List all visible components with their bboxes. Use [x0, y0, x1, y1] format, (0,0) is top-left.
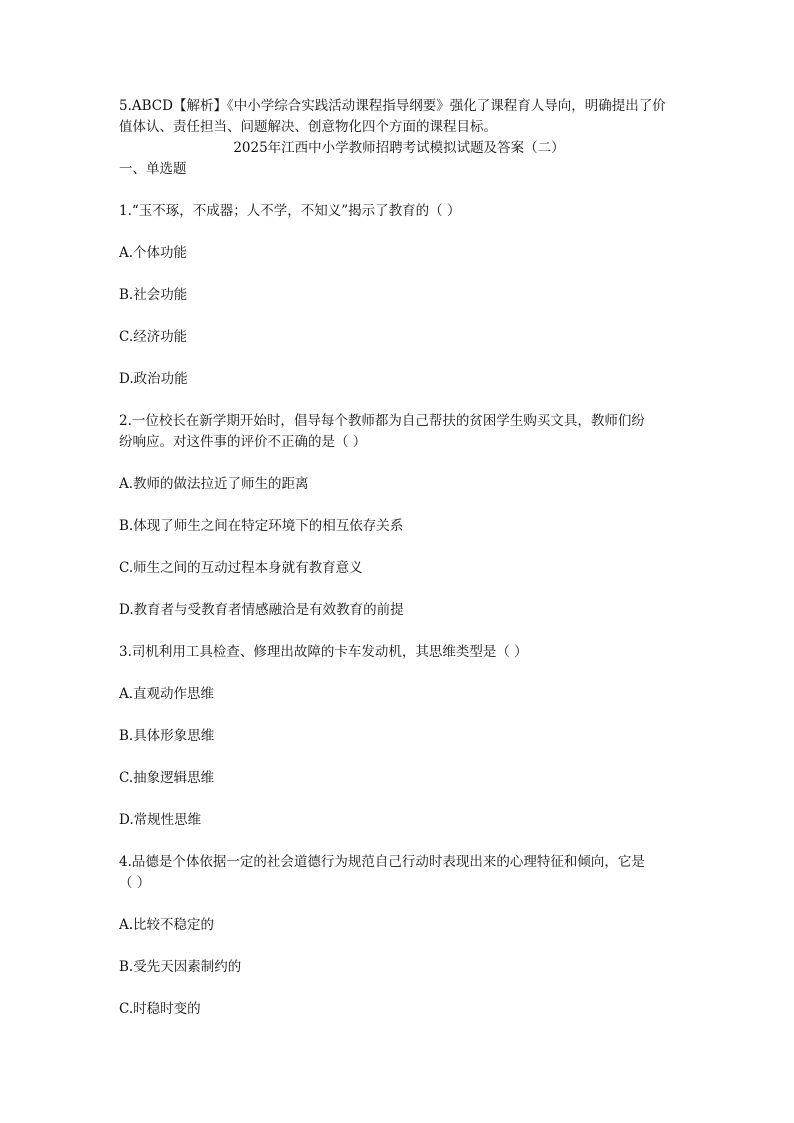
- intro-answer: [119, 96, 679, 138]
- option-c: C.时稳时变的: [119, 1001, 201, 1017]
- option-b: B.具体形象思维: [119, 728, 215, 744]
- option-c: C.经济功能: [119, 329, 188, 345]
- option-b: B.社会功能: [119, 287, 188, 303]
- question-stem: 4.品德是个体依据一定的社会道德行为规范自己行动时表现出来的心理特征和倾向，它是: [119, 854, 645, 870]
- option-a: A.比较不稳定的: [119, 917, 215, 933]
- option-c: C.抽象逻辑思维: [119, 770, 215, 786]
- question-stem: 2.一位校长在新学期开始时，倡导每个教师都为自己帮扶的贫困学生购买文具，教师们纷: [119, 413, 645, 429]
- question-1: [119, 201, 679, 390]
- question-4: [119, 852, 679, 1020]
- option-d: D.教育者与受教育者情感融洽是有效教育的前提: [119, 602, 404, 618]
- option-d: D.政治功能: [119, 371, 188, 387]
- question-stem: 3.司机利用工具检查、修理出故障的卡车发动机，其思维类型是（ ）: [119, 644, 528, 660]
- question-2: [119, 411, 679, 621]
- option-d: D.常规性思维: [119, 812, 202, 828]
- section-title: 一、单选题: [119, 161, 187, 177]
- option-b: B.体现了师生之间在特定环境下的相互依存关系: [119, 518, 404, 534]
- document-title: 2025年江西中小学教师招聘考试模拟试题及答案（二）: [233, 140, 565, 156]
- option-a: A.个体功能: [119, 245, 188, 261]
- question-stem: （ ）: [119, 875, 151, 891]
- question-3: [119, 642, 679, 831]
- question-stem: 纷响应。对这件事的评价不正确的是（ ）: [119, 434, 367, 450]
- option-a: A.教师的做法拉近了师生的距离: [119, 476, 309, 492]
- intro-line: 5.ABCD【解析】《中小学综合实践活动课程指导纲要》强化了课程育人导向，明确提出了价: [119, 98, 666, 114]
- intro-line: 值体认、责任担当、问题解决、创意物化四个方面的课程目标。: [119, 119, 497, 135]
- option-a: A.直观动作思维: [119, 686, 215, 702]
- option-c: C.师生之间的互动过程本身就有教育意义: [119, 560, 363, 576]
- option-b: B.受先天因素制约的: [119, 959, 242, 975]
- document-page: [119, 96, 679, 1020]
- question-stem: 1.“玉不琢，不成器；人不学，不知义”揭示了教育的（ ）: [119, 203, 461, 219]
